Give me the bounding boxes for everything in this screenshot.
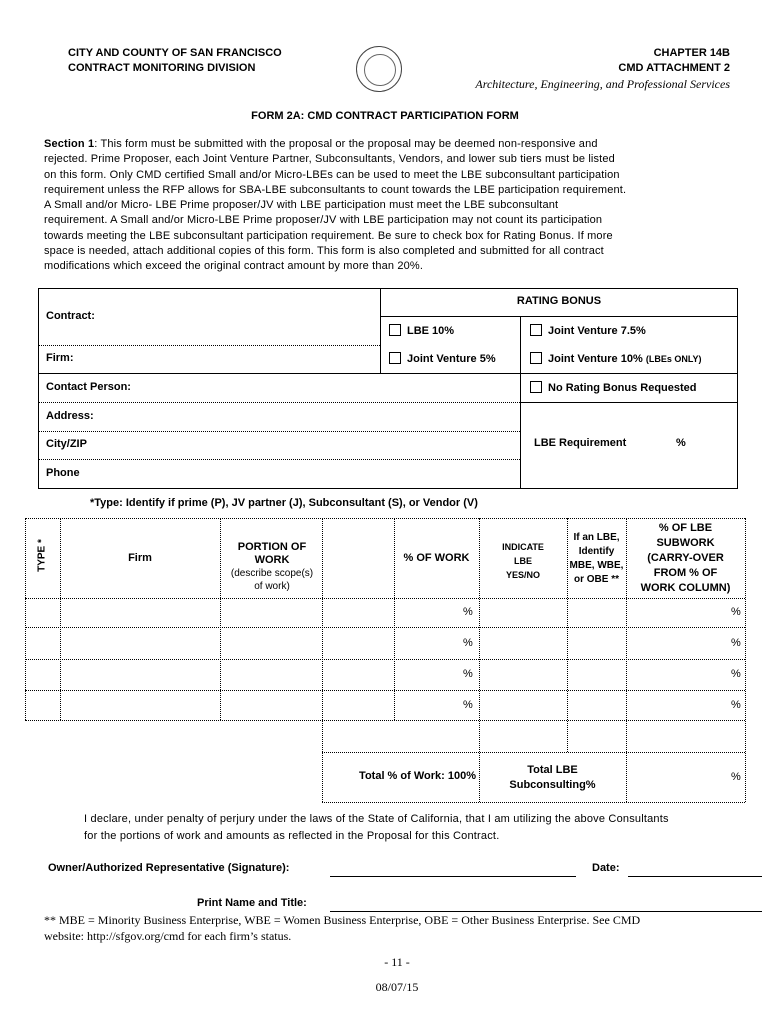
row2-pct-subwork[interactable]: % [731,637,741,649]
city-zip-label: City/ZIP [46,438,87,450]
row4-pct-work[interactable]: % [463,699,473,711]
revision-date: 08/07/15 [375,980,419,994]
declaration-text: I declare, under penalty of perjury under the laws of the State of California, that I am utilizing the above Consultants for the portions of work and amounts as reflected in the Proposal for this Contract. [84,813,669,842]
type-note: *Type: Identify if prime (P), JV partner (J), Subconsultant (S), or Vendor (V) [90,497,478,509]
row1-pct-work[interactable]: % [463,606,473,618]
footnote: ** MBE = Minority Business Enterprise, WBE = Women Business Enterprise, OBE = Other Business Enterprise. See CMD website: http://sfgov.org/cmd for each firm’s status. [44,913,641,943]
contract-label: Contract: [46,310,95,322]
org-name-line2: CONTRACT MONITORING DIVISION [68,62,256,74]
lbe-requirement-label: LBE Requirement [534,437,627,449]
page-number: - 11 - [384,955,410,969]
jv-10-checkbox[interactable] [530,352,542,364]
lbe-10-checkbox[interactable] [389,324,401,336]
row1-pct-subwork[interactable]: % [731,606,741,618]
owner-signature-line[interactable] [330,876,576,877]
row2-pct-work[interactable]: % [463,637,473,649]
firm-label: Firm: [46,352,74,364]
no-bonus-checkbox[interactable] [530,381,542,393]
address-label: Address: [46,410,94,422]
row3-pct-work[interactable]: % [463,668,473,680]
date-label: Date: [592,862,620,874]
total-lbe-label: Total LBE Subconsulting% [509,764,596,791]
col-indicate-lbe-header: INDICATE LBE YES/NO [502,542,544,580]
rating-bonus-title: RATING BONUS [516,295,602,307]
jv-7-5-checkbox[interactable] [530,324,542,336]
row3-pct-subwork[interactable]: % [731,668,741,680]
total-lbe-pct[interactable]: % [731,771,741,783]
owner-signature-label: Owner/Authorized Representative (Signature): [48,862,290,874]
row4-pct-subwork[interactable]: % [731,699,741,711]
total-work-label: Total % of Work: 100% [359,770,476,782]
section1-text: Section 1: This form must be submitted with the proposal or the proposal may be deemed non-responsive and rejected. Prime Proposer, each Joint Venture Partner, Subconsultants, Vendors, and lower sub tiers must be listed on this form. Only CMD certified Small and/or Micro-LBEs can be used to meet the LBE subconsultant participation requirement unless the RFP allows for SBA-LBE subconsultants to count towards the LBE participation requirement. A Small and/or Micro- LBE Prime proposer/JV with LBE participation must meet the LBE subconsultant requirement. A Small and/or Micro-LBE Prime proposer/JV with LBE participation may not count its participation towards meeting the LBE subconsultant participation requirement. Be sure to check box for Rating Bonus. If more space is needed, attach additional copies of this form. This form is also completed and submitted for all contract modifications which exceed the original contract amount by more than 20%. [44,138,627,273]
jv-7-5-option[interactable]: Joint Venture 7.5% [530,324,646,337]
city-seal-icon [356,46,402,92]
col-portion-header: PORTION OF WORK (describe scope(s) of work) [230,541,314,592]
date-line[interactable] [628,876,762,877]
col-type-header: TYPE * [36,539,48,572]
lbe-requirement-pct[interactable]: % [676,437,686,449]
chapter-label: CHAPTER 14B [653,47,730,59]
col-lbe-subwork-header: % OF LBE SUBWORK (CARRY-OVER FROM % OF WORK COLUMN) [640,522,731,594]
attachment-label: CMD ATTACHMENT 2 [618,62,730,74]
no-bonus-option[interactable]: No Rating Bonus Requested [530,381,697,394]
services-label: Architecture, Engineering, and Professional Services [475,77,730,91]
col-firm-header: Firm [128,552,152,564]
col-pct-work-header: % OF WORK [403,552,470,564]
jv-5-option[interactable]: Joint Venture 5% [389,352,496,365]
print-name-label: Print Name and Title: [197,897,307,909]
jv-5-checkbox[interactable] [389,352,401,364]
phone-label: Phone [46,467,80,479]
org-name-line1: CITY AND COUNTY OF SAN FRANCISCO [68,47,282,59]
form-title: FORM 2A: CMD CONTRACT PARTICIPATION FORM [251,110,519,122]
jv-10-option[interactable]: Joint Venture 10% (LBEs ONLY) [530,352,702,365]
col-if-lbe-header: If an LBE, Identify MBE, WBE, or OBE ** [569,532,624,585]
contact-person-label: Contact Person: [46,381,131,393]
section1-label: Section 1 [44,138,95,150]
lbe-10-option[interactable]: LBE 10% [389,324,454,337]
